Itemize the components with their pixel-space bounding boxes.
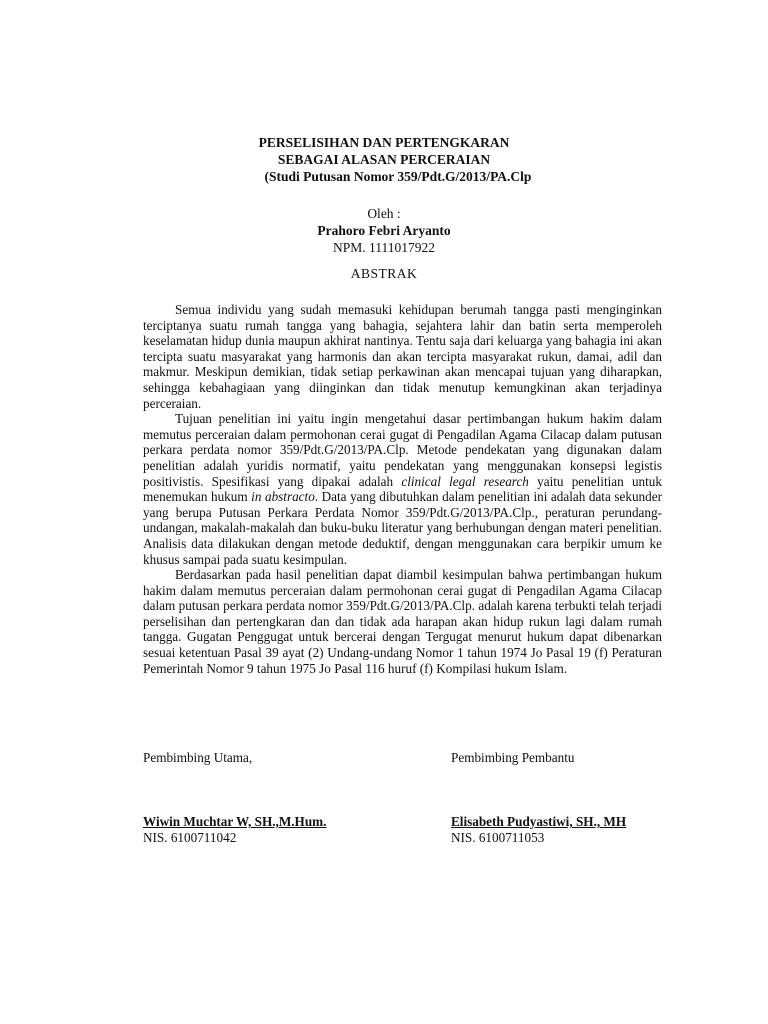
abstract-body: [143, 302, 662, 676]
secondary-supervisor-label: Pembimbing Pembantu: [451, 750, 575, 765]
abstract-paragraph-1: Semua individu yang sudah memasuki kehidupan berumah tangga pasti menginginkan terciptanya suatu rumah tangga yang bahagia, sejahtera lahir dan batin serta memperoleh keselamatan hidup dunia maupun akhirat nantinya. Tentu saja dari keluarga yang bahagia ini akan tercipta suatu masyarakat yang harmonis dan akan tercipta masyarakat rukun, damai, adil dan makmur. Meskipun demikian, tidak setiap perkawinan akan mencapai tujuan yang diharapkan, sehingga kebahagiaan yang diinginkan dan tidak menutup kemungkinan akan terjadinya perceraian.: [143, 302, 662, 411]
author-npm: NPM. 1111017922: [332, 240, 435, 255]
by-label: Oleh :: [367, 206, 401, 221]
paragraph-2-text-a: Tujuan penelitian ini yaitu ingin mengetahui dasar pertimbangan hukum hakim dalam memutus perceraian dalam permohonan cerai gugat di Pengadilan Agama Cilacap dalam putusan perkara perdata nomor 359/Pdt.G/2013/PA.Clp. Metode pendekatan yang digunakan dalam penelitian adalah yuridis normatif, yaitu pendekatan yang menggunakan konsepsi legistis positivistis. Spesifikasi yang dipakai adalah: [143, 411, 662, 489]
paragraph-2-italic-term-2: in abstracto: [251, 489, 315, 505]
paragraph-2-text-b: yaitu penelitian untuk menemukan hukum: [143, 473, 662, 505]
title-line-2: SEBAGAI ALASAN PERCERAIAN: [277, 152, 491, 167]
paragraph-2-text-c: . Data yang dibutuhkan dalam penelitian ini adalah data sekunder yang berupa Putusan Perkara Perdata Nomor 359/Pdt.G/2013/PA.Clp., peraturan perundang-undangan, makalah-makalah dan buku-buku literatur yang berhubungan dengan materi penelitian. Analisis data dilakukan dengan metode deduktif, dengan menggunakan cara berpikir umum ke khusus sampai pada suatu kesimpulan.: [143, 489, 662, 567]
primary-supervisor-name: Wiwin Muchtar W, SH.,M.Hum.: [143, 814, 327, 829]
abstract-paragraph-2: [143, 411, 662, 567]
primary-supervisor-nis: NIS. 6100711042: [143, 830, 237, 845]
title-line-1: PERSELISIHAN DAN PERTENGKARAN: [258, 135, 510, 150]
author-name: Prahoro Febri Aryanto: [317, 223, 451, 238]
abstract-heading: ABSTRAK: [350, 266, 418, 281]
paragraph-2-italic-term-1: clinical legal research: [401, 473, 529, 489]
secondary-supervisor-nis: NIS. 6100711053: [451, 830, 545, 845]
document-title: [0, 134, 768, 185]
secondary-supervisor-name: Elisabeth Pudyastiwi, SH., MH: [451, 814, 627, 829]
title-line-3: (Studi Putusan Nomor 359/Pdt.G/2013/PA.Clp: [264, 169, 532, 184]
abstract-paragraph-3: Berdasarkan pada hasil penelitian dapat diambil kesimpulan bahwa pertimbangan hukum hakim dalam memutus perceraian dalam permohonan cerai gugat di Pengadilan Agama Cilacap dalam putusan perkara perdata nomor 359/Pdt.G/2013/PA.Clp. adalah karena terbukti telah terjadi perselisihan dan pertengkaran dan dan tidak ada harapan akan hidup rukun lagi dalam rumah tangga. Gugatan Penggugat untuk bercerai dengan Tergugat menurut hukum dapat dibenarkan sesuai ketentuan Pasal 39 ayat (2) Undang-undang Nomor 1 tahun 1974 Jo Pasal 19 (f) Peraturan Pemerintah Nomor 9 tahun 1975 Jo Pasal 116 huruf (f) Kompilasi hukum Islam.: [143, 567, 662, 676]
author-block: [0, 205, 768, 256]
primary-supervisor-label: Pembimbing Utama,: [143, 750, 253, 765]
